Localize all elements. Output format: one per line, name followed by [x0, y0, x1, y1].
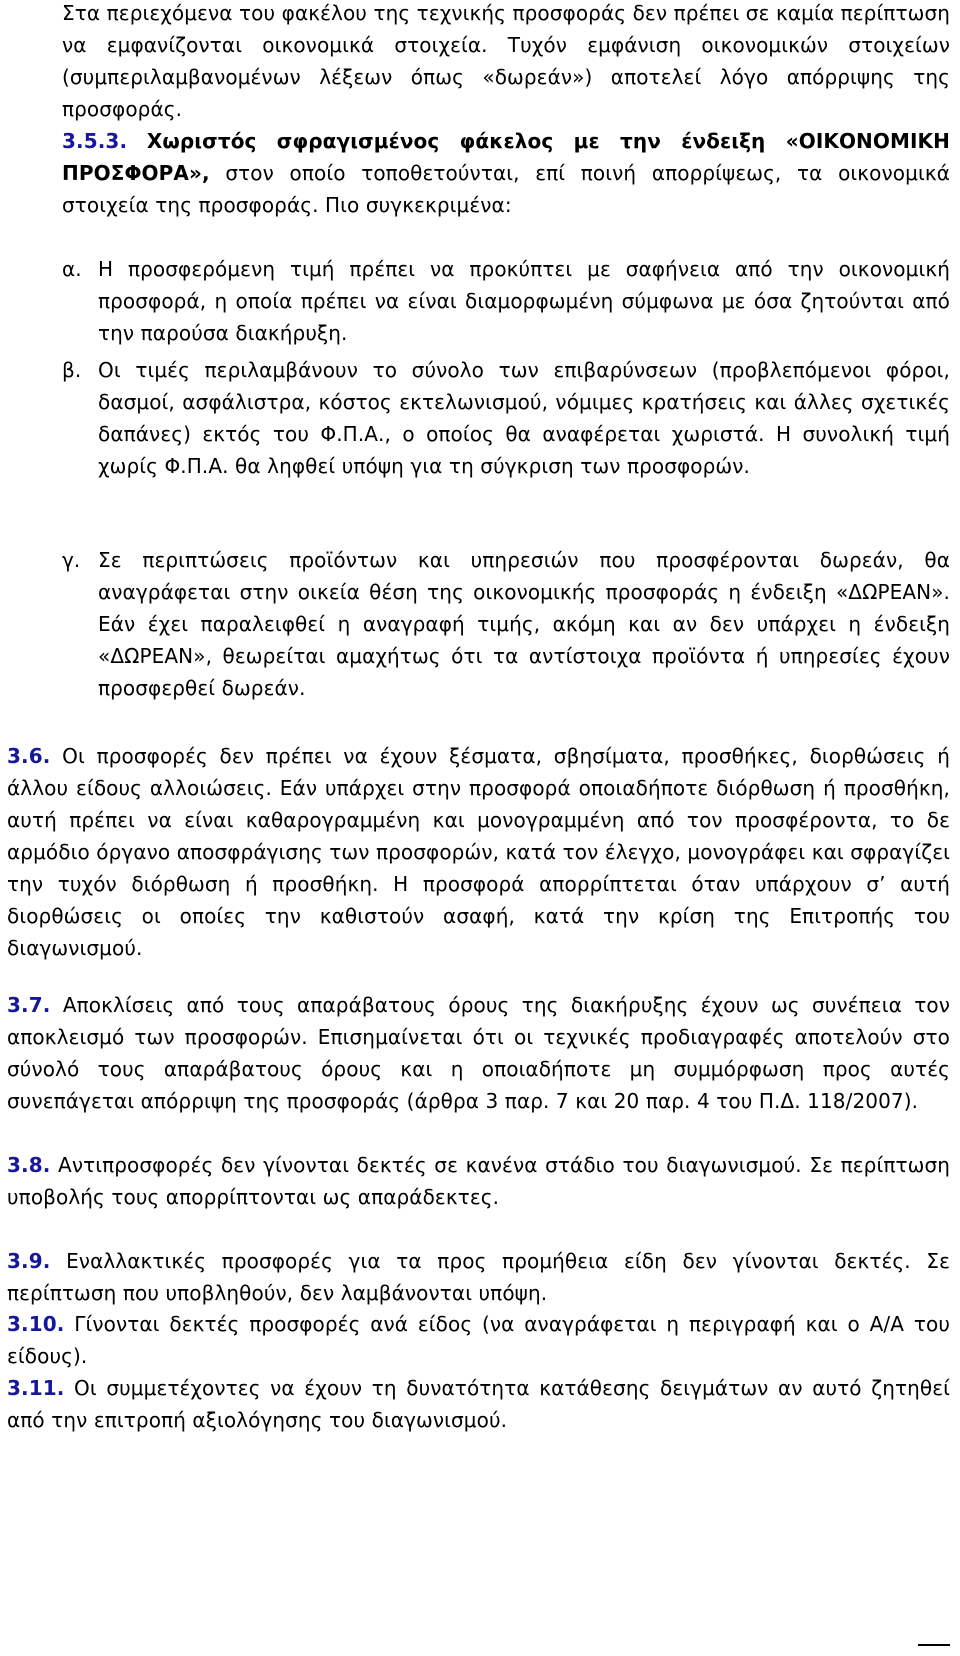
list-marker: α. — [62, 257, 82, 281]
page-bottom-rule — [918, 1644, 950, 1646]
list-item-text: Οι τιμές περιλαμβάνουν το σύνολο των επιβαρύνσεων (προβλεπόμενοι φόροι, δασμοί, ασφάλιστρα, κόστος εκτελωνισμού, νόμιμες κρατήσεις και άλλες σχετικές δαπάνες) εκτός του Φ.Π.Α., ο οποίος θα αναφέρεται χωριστά. Η συνολική τιμή χωρίς Φ.Π.Α. θα ληφθεί υπόψη για τη σύγκριση των προσφορών. — [98, 358, 950, 478]
section-number: 3.7. — [7, 993, 51, 1017]
section-3-8 — [7, 1149, 950, 1213]
section-number: 3.9. — [7, 1249, 51, 1273]
section-number: 3.10. — [7, 1312, 65, 1336]
section-3-5-3 — [62, 125, 950, 221]
intro-paragraph — [62, 0, 950, 125]
section-text: Οι συμμετέχοντες να έχουν τη δυνατότητα κατάθεσης δειγμάτων αν αυτό ζητηθεί από την επιτροπή αξιολόγησης του διαγωνισμού. — [7, 1376, 950, 1432]
section-text: στον οποίο τοποθετούνται, επί ποινή απορρίψεως, τα οικονομικά στοιχεία της προσφοράς. Πιο συγκεκριμένα: — [62, 161, 950, 217]
list-item-text: Σε περιπτώσεις προϊόντων και υπηρεσιών που προσφέρονται δωρεάν, θα αναγράφεται στην οικεία θέση της οικονομικής προσφοράς η ένδειξη «ΔΩΡΕΑΝ». Εάν έχει παραλειφθεί η αναγραφή τιμής, ακόμη και αν δεν υπάρχει η ένδειξη «ΔΩΡΕΑΝ», θεωρείται αμαχήτως ότι τα αντίστοιχα προϊόντα ή υπηρεσίες έχουν προσφερθεί δωρεάν. — [98, 548, 950, 700]
section-text: Γίνονται δεκτές προσφορές ανά είδος (να αναγράφεται η περιγραφή και ο Α/Α του είδους). — [7, 1312, 950, 1368]
section-3-10 — [7, 1308, 950, 1372]
section-number: 3.8. — [7, 1153, 51, 1177]
intro-text: Στα περιεχόμενα του φακέλου της τεχνικής προσφοράς δεν πρέπει σε καμία περίπτωση να εμφανίζονται οικονομικά στοιχεία. Τυχόν εμφάνιση οικονομικών στοιχείων (συμπεριλαμβανομένων λέξεων όπως «δωρεάν») αποτελεί λόγο απόρριψης της προσφοράς. — [62, 1, 950, 121]
list-marker: γ. — [62, 548, 81, 572]
section-3-9 — [7, 1245, 950, 1309]
section-3-11 — [7, 1372, 950, 1436]
section-3-6 — [7, 740, 950, 964]
list-item-text: Η προσφερόμενη τιμή πρέπει να προκύπτει με σαφήνεια από την οικονομική προσφορά, η οποία πρέπει να είναι διαμορφωμένη σύμφωνα με όσα ζητούνται από την παρούσα διακήρυξη. — [98, 257, 950, 345]
section-number: 3.6. — [7, 744, 51, 768]
section-heading: Χωριστός σφραγισμένος φάκελος με την ένδειξη «ΟΙΚΟΝΟΜΙΚΗ ΠΡΟΣΦΟΡΑ», — [62, 129, 950, 185]
section-text: Αποκλίσεις από τους απαράβατους όρους της διακήρυξης έχουν ως συνέπεια τον αποκλεισμό των προσφορών. Επισημαίνεται ότι οι τεχνικές προδιαγραφές αποτελούν στο σύνολό τους απαράβατους όρους και η οποιαδήποτε μη συμμόρφωση προς αυτές συνεπάγεται απόρριψη της προσφοράς (άρθρα 3 παρ. 7 και 20 παρ. 4 του Π.Δ. 118/2007). — [7, 993, 950, 1113]
section-text: Οι προσφορές δεν πρέπει να έχουν ξέσματα, σβησίματα, προσθήκες, διορθώσεις ή άλλου είδους αλλοιώσεις. Εάν υπάρχει στην προσφορά οποιαδήποτε διόρθωση ή προσθήκη, αυτή πρέπει να είναι καθαρογραμμένη και μονογραμμένη από τον προσφέροντα, το δε αρμόδιο όργανο αποσφράγισης των προσφορών, κατά τον έλεγχο, μονογράφει και σφραγίζει την τυχόν διόρθωση ή προσθήκη. Η προσφορά απορρίπτεται όταν υπάρχουν σ’ αυτή διορθώσεις οι οποίες την καθιστούν ασαφή, κατά την κρίση της Επιτροπής του διαγωνισμού. — [7, 744, 950, 960]
section-number: 3.5.3. — [62, 129, 128, 153]
list-marker: β. — [62, 358, 82, 382]
section-3-7 — [7, 989, 950, 1117]
section-number: 3.11. — [7, 1376, 65, 1400]
section-text: Αντιπροσφορές δεν γίνονται δεκτές σε κανένα στάδιο του διαγωνισμού. Σε περίπτωση υποβολής τους απορρίπτονται ως απαράδεκτες. — [7, 1153, 950, 1209]
section-text: Εναλλακτικές προσφορές για τα προς προμήθεια είδη δεν γίνονται δεκτές. Σε περίπτωση που υποβληθούν, δεν λαμβάνονται υπόψη. — [7, 1249, 950, 1305]
